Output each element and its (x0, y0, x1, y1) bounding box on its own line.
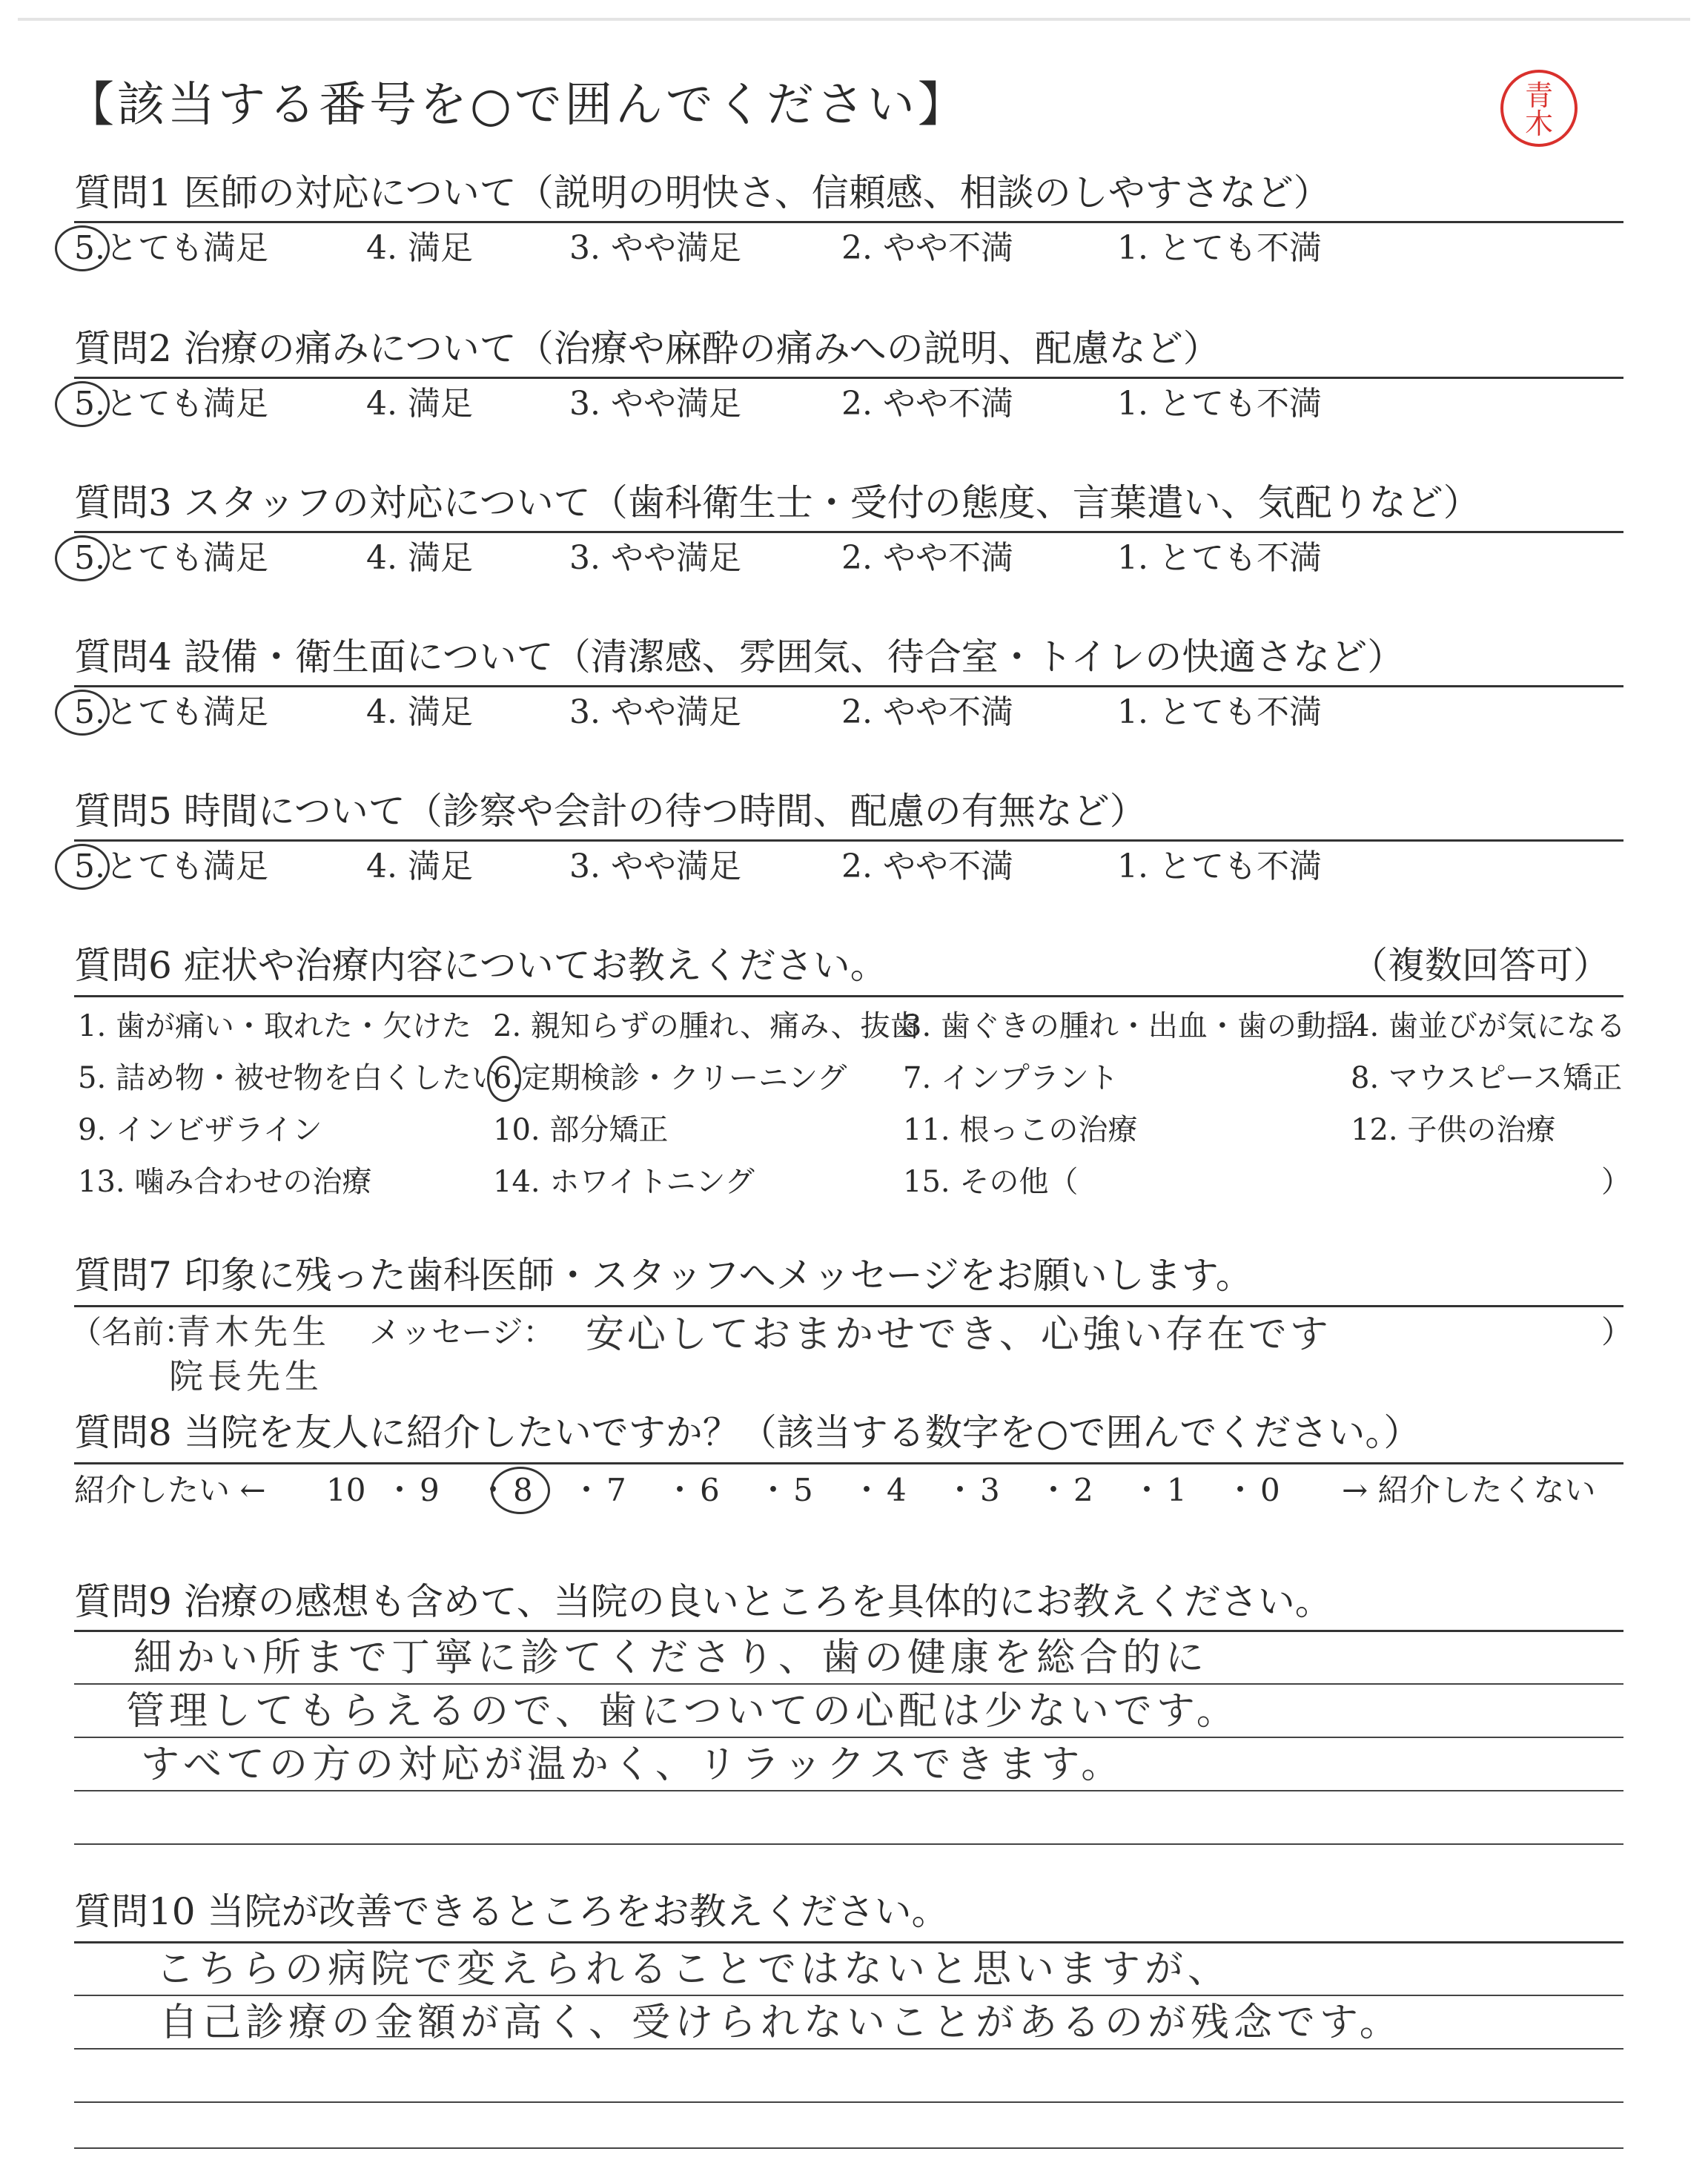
recommend-value-9[interactable]: 9 (420, 1472, 440, 1508)
symptom-option-9[interactable]: 9. インビザライン (78, 1113, 322, 1147)
answer-line (74, 2048, 1623, 2050)
answer-line (74, 1843, 1623, 1845)
answer-line (74, 1737, 1623, 1738)
scale-separator-dot: ・ (758, 1472, 790, 1508)
selected-circle-mark (487, 1056, 521, 1102)
staff-name-1: 青木先生 (176, 1312, 331, 1352)
recommend-value-0[interactable]: 0 (1260, 1472, 1280, 1508)
selected-circle-mark (55, 381, 110, 427)
symptom-option-10[interactable]: 10. 部分矯正 (493, 1113, 669, 1147)
recommend-value-2[interactable]: 2 (1073, 1472, 1093, 1508)
question-10-rule (74, 1941, 1623, 1943)
q9-answer-line-3: すべての方の対応が温かく、リラックスできます。 (141, 1743, 1125, 1787)
rating-option-3[interactable]: 3. やや満足 (569, 693, 741, 731)
rating-option-2[interactable]: 2. やや不満 (841, 385, 1013, 423)
symptom-option-12[interactable]: 12. 子供の治療 (1351, 1113, 1556, 1147)
message-text: 安心しておまかせでき、心強い存在です (586, 1312, 1331, 1357)
question-8-rule (74, 1462, 1623, 1464)
question-2-rule (74, 377, 1623, 379)
symptom-option-2[interactable]: 2. 親知らずの腫れ、痛み、抜歯 (493, 1009, 920, 1043)
recommend-value-3[interactable]: 3 (980, 1472, 1000, 1508)
symptom-option-7[interactable]: 7. インプラント (903, 1061, 1119, 1095)
question-9-rule (74, 1630, 1623, 1632)
rating-option-2[interactable]: 2. やや不満 (841, 539, 1013, 577)
name-label: （名前： (70, 1314, 196, 1350)
rating-option-2[interactable]: 2. やや不満 (841, 693, 1013, 731)
selected-circle-mark (491, 1467, 550, 1514)
scale-separator-dot: ・ (1038, 1472, 1070, 1508)
page-top-edge (18, 18, 1690, 21)
rating-option-1[interactable]: 1. とても不満 (1117, 693, 1322, 731)
recommend-value-8[interactable]: 8 (513, 1472, 533, 1508)
question-1-label: 質問1 医師の対応について（説明の明快さ、信頼感、相談のしやすさなど） (74, 171, 1331, 214)
rating-option-2[interactable]: 2. やや不満 (841, 229, 1013, 267)
symptom-option-5[interactable]: 5. 詰め物・被せ物を白くしたい (78, 1061, 501, 1095)
rating-option-1[interactable]: 1. とても不満 (1117, 848, 1322, 885)
rating-option-4[interactable]: 4. 満足 (366, 539, 473, 577)
scale-separator-dot: ・ (1225, 1472, 1257, 1508)
recommend-value-10[interactable]: 10 (326, 1472, 366, 1508)
recommend-left-label: 紹介したい ← (74, 1472, 266, 1508)
scale-separator-dot: ・ (384, 1472, 416, 1508)
answer-line (74, 2147, 1623, 2149)
question-8-label: 質問8 当院を友人に紹介したいですか？（該当する数字を○で囲んでください。） (74, 1411, 1421, 1454)
selected-circle-mark (55, 535, 110, 581)
answer-line (74, 1790, 1623, 1791)
rating-option-5[interactable]: 5.とても満足 (74, 539, 268, 577)
rating-option-3[interactable]: 3. やや満足 (569, 539, 741, 577)
multiple-answer-note: （複数回答可） (1351, 944, 1610, 987)
rating-option-4[interactable]: 4. 満足 (366, 693, 473, 731)
symptom-option-14[interactable]: 14. ホワイトニング (493, 1165, 755, 1199)
recommend-value-1[interactable]: 1 (1167, 1472, 1187, 1508)
symptom-option-11[interactable]: 11. 根っこの治療 (903, 1113, 1138, 1147)
symptom-option-1[interactable]: 1. 歯が痛い・取れた・欠けた (78, 1009, 471, 1043)
answer-line (74, 2101, 1623, 2103)
other-close-paren: ） (1601, 1165, 1631, 1199)
question-9-label: 質問9 治療の感想も含めて、当院の良いところを具体的にお教えください。 (74, 1580, 1332, 1623)
q10-answer-line-2: 自己診療の金額が高く、受けられないことがあるのが残念です。 (159, 2001, 1403, 2045)
answer-line (74, 1683, 1623, 1685)
page-title: 【該当する番号を○で囲んでください】 (67, 78, 968, 133)
question-5-rule (74, 839, 1623, 842)
recommend-value-6[interactable]: 6 (700, 1472, 720, 1508)
question-6-label: 質問6 症状や治療内容についてお教えください。 (74, 944, 887, 987)
scale-separator-dot: ・ (477, 1472, 509, 1508)
recommend-value-5[interactable]: 5 (793, 1472, 813, 1508)
selected-circle-mark (55, 690, 110, 736)
symptom-option-6[interactable]: 6.定期検診・クリーニング (493, 1061, 847, 1095)
question-10-label: 質問10 当院が改善できるところをお教えください。 (74, 1890, 949, 1933)
question-3-label: 質問3 スタッフの対応について（歯科衛生士・受付の態度、言葉遣い、気配りなど） (74, 481, 1480, 524)
question-7-label: 質問7 印象に残った歯科医師・スタッフへメッセージをお願いします。 (74, 1254, 1253, 1297)
message-label: メッセージ： (369, 1314, 555, 1350)
question-4-label: 質問4 設備・衛生面について（清潔感、雰囲気、待合室・トイレの快適さなど） (74, 635, 1405, 678)
rating-option-5[interactable]: 5.とても満足 (74, 848, 268, 885)
recommend-right-label: → 紹介したくない (1342, 1472, 1596, 1508)
rating-option-4[interactable]: 4. 満足 (366, 229, 473, 267)
rating-option-5[interactable]: 5.とても満足 (74, 229, 268, 267)
rating-option-3[interactable]: 3. やや満足 (569, 385, 741, 423)
symptom-option-4[interactable]: 4. 歯並びが気になる (1351, 1009, 1626, 1043)
recommend-value-4[interactable]: 4 (887, 1472, 907, 1508)
q9-answer-line-2: 管理してもらえるので、歯についての心配は少ないです。 (126, 1689, 1239, 1734)
question-3-rule (74, 531, 1623, 533)
message-close-paren: ） (1601, 1314, 1633, 1350)
rating-option-1[interactable]: 1. とても不満 (1117, 229, 1322, 267)
selected-circle-mark (55, 844, 110, 890)
staff-name-2: 院長先生 (169, 1356, 323, 1396)
q10-answer-line-1: こちらの病院で変えられることではないと思いますが、 (156, 1947, 1231, 1992)
symptom-option-13[interactable]: 13. 噛み合わせの治療 (78, 1165, 372, 1199)
rating-option-4[interactable]: 4. 満足 (366, 385, 473, 423)
recommend-value-7[interactable]: 7 (606, 1472, 626, 1508)
question-1-rule (74, 221, 1623, 223)
hanko-seal: 青 木 (1500, 70, 1578, 147)
rating-option-4[interactable]: 4. 満足 (366, 848, 473, 885)
scale-separator-dot: ・ (571, 1472, 603, 1508)
rating-option-1[interactable]: 1. とても不満 (1117, 539, 1322, 577)
scale-separator-dot: ・ (944, 1472, 976, 1508)
symptom-option-8[interactable]: 8. マウスピース矯正 (1351, 1061, 1623, 1095)
rating-option-1[interactable]: 1. とても不満 (1117, 385, 1322, 423)
symptom-option-3[interactable]: 3. 歯ぐきの腫れ・出血・歯の動揺 (903, 1009, 1356, 1043)
scale-separator-dot: ・ (851, 1472, 883, 1508)
rating-option-2[interactable]: 2. やや不満 (841, 848, 1013, 885)
q9-answer-line-1: 細かい所まで丁寧に診てくださり、歯の健康を総合的に (133, 1636, 1209, 1680)
scale-separator-dot: ・ (1131, 1472, 1163, 1508)
rating-option-5[interactable]: 5.とても満足 (74, 693, 268, 731)
question-6-rule (74, 995, 1623, 997)
rating-option-3[interactable]: 3. やや満足 (569, 229, 741, 267)
question-2-label: 質問2 治療の痛みについて（治療や麻酔の痛みへの説明、配慮など） (74, 327, 1220, 370)
question-5-label: 質問5 時間について（診察や会計の待つ時間、配慮の有無など） (74, 790, 1147, 833)
question-4-rule (74, 685, 1623, 687)
rating-option-5[interactable]: 5.とても満足 (74, 385, 268, 423)
question-7-rule (74, 1305, 1623, 1307)
answer-line (74, 1995, 1623, 1996)
rating-option-3[interactable]: 3. やや満足 (569, 848, 741, 885)
scale-separator-dot: ・ (664, 1472, 696, 1508)
selected-circle-mark (55, 225, 110, 271)
symptom-option-15[interactable]: 15. その他（ (903, 1165, 1079, 1199)
